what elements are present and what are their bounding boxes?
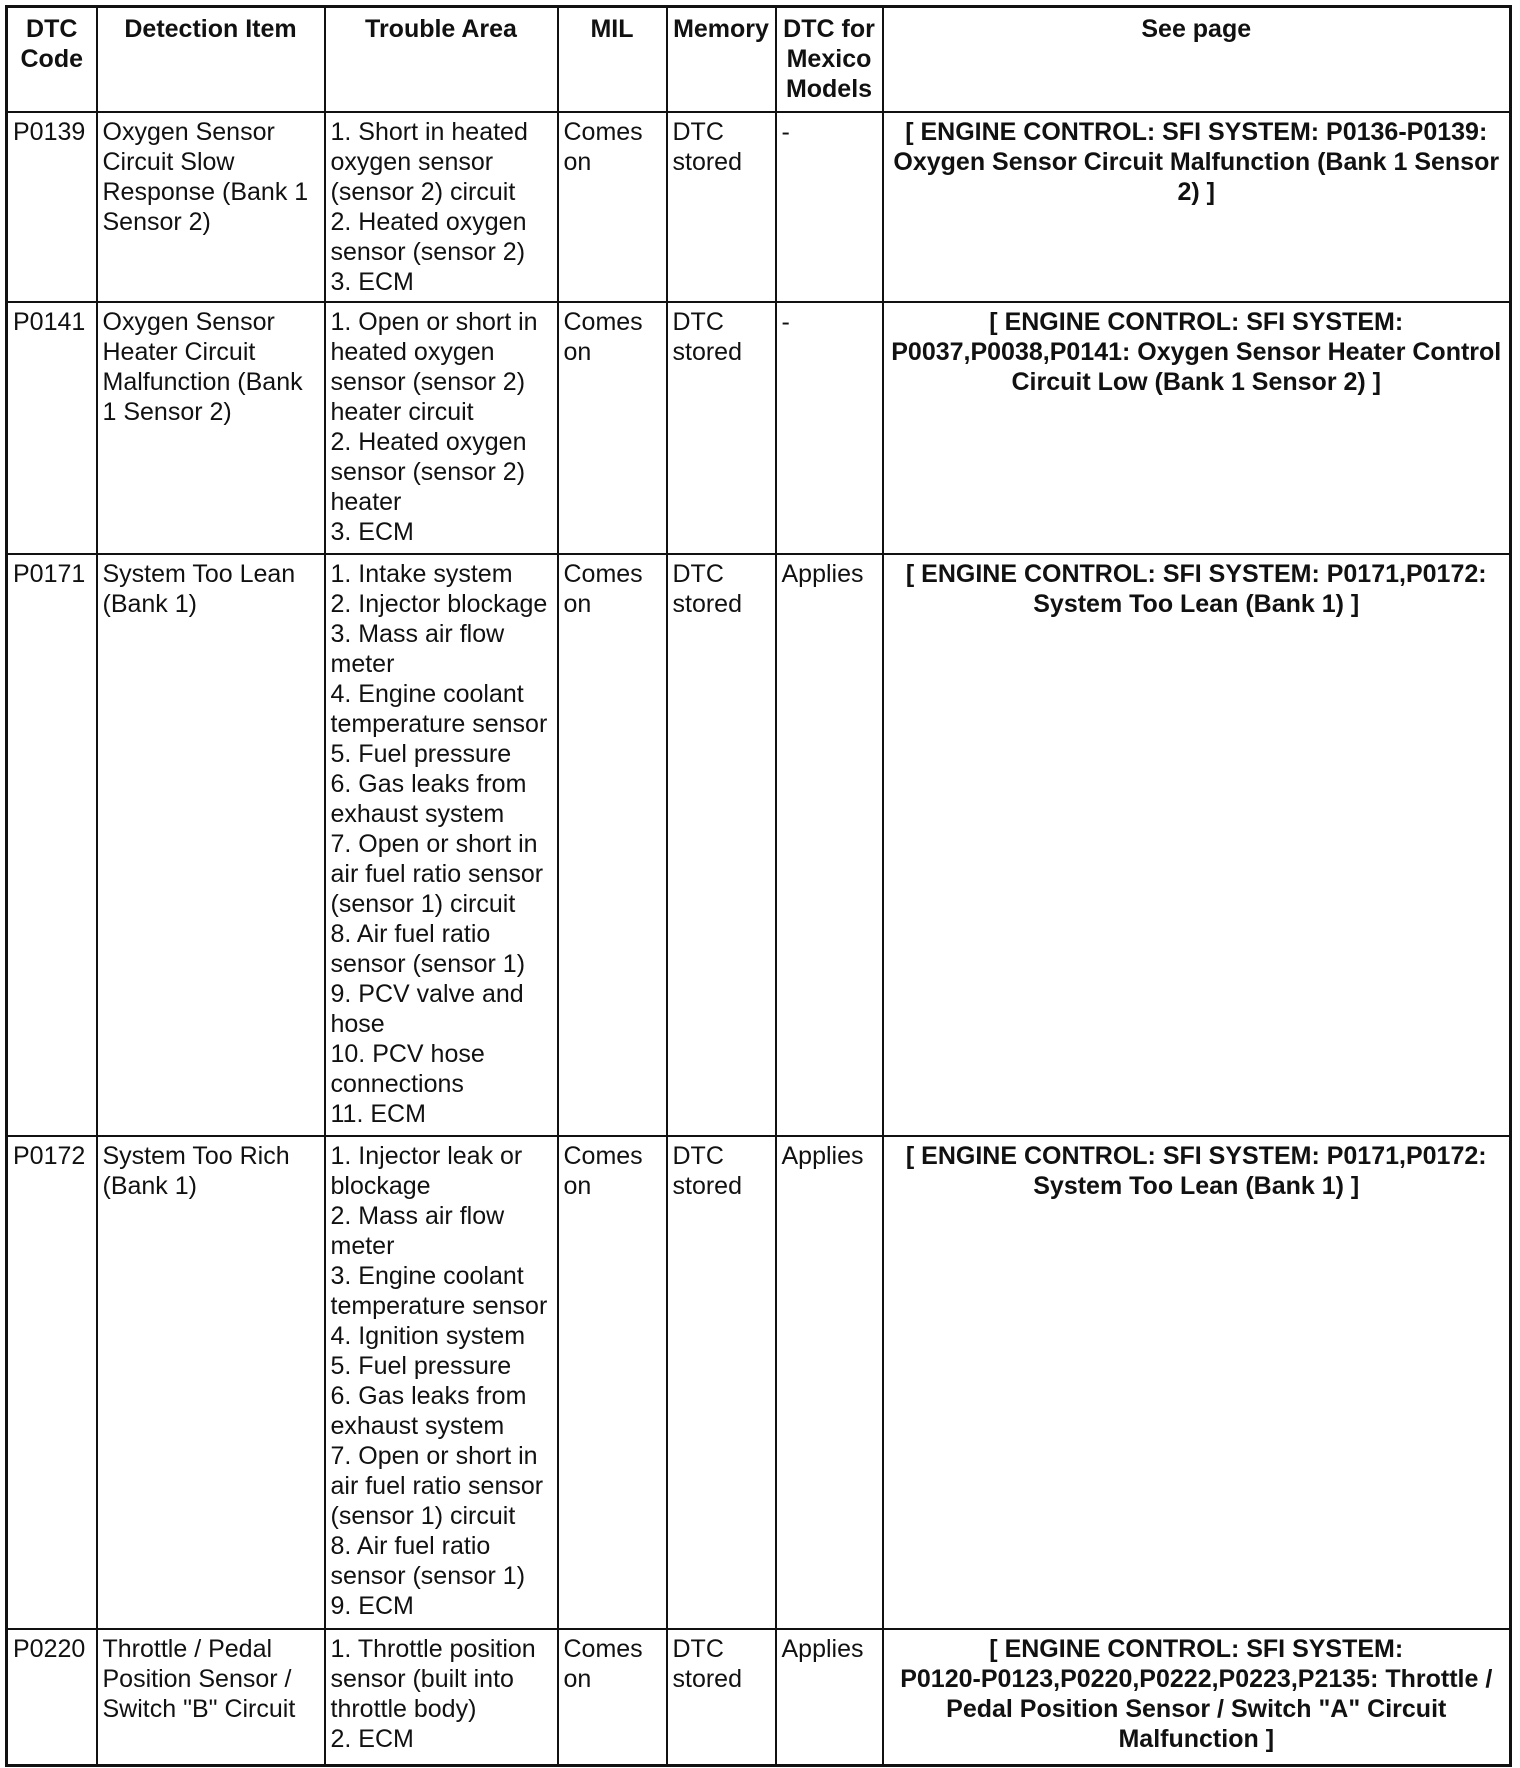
header-trouble-area: Trouble Area — [325, 7, 558, 113]
detection-item-cell-line: Oxygen Sensor — [102, 308, 275, 336]
trouble-area-cell — [325, 302, 558, 554]
trouble-area-cell-line: 1. Throttle position — [330, 1635, 536, 1663]
memory-cell-line: stored — [672, 1665, 742, 1693]
trouble-area-cell-line: air fuel ratio sensor — [330, 860, 544, 888]
header-dtc-code: DTC Code — [7, 7, 97, 113]
see-page-cell-line: [ ENGINE CONTROL: SFI SYSTEM: — [989, 308, 1404, 336]
trouble-area-cell-line: exhaust system — [330, 800, 505, 828]
detection-item-cell-line: Switch "B" Circuit — [102, 1695, 296, 1723]
detection-item-cell — [97, 302, 325, 554]
mil-cell-line: Comes — [563, 1142, 643, 1170]
trouble-area-cell-line: sensor (sensor 2) — [330, 238, 526, 266]
dtc-code-cell: P0171 — [7, 554, 97, 1136]
trouble-area-cell-line: 2. Mass air flow — [330, 1202, 505, 1230]
detection-item-cell-line: System Too Lean — [102, 560, 296, 588]
memory-cell-line: DTC — [672, 1142, 724, 1170]
trouble-area-cell-line: 1. Open or short in — [330, 308, 538, 336]
trouble-area-cell-line: 9. PCV valve and — [330, 980, 524, 1008]
trouble-area-cell-line: sensor (sensor 1) — [330, 1562, 526, 1590]
detection-item-cell-line: Heater Circuit — [102, 338, 256, 366]
memory-cell-line: DTC — [672, 560, 724, 588]
trouble-area-cell-line: 5. Fuel pressure — [330, 740, 512, 768]
see-page-cell-line: System Too Lean (Bank 1) ] — [1033, 1172, 1360, 1200]
mil-cell-line: on — [563, 148, 592, 176]
trouble-area-cell-line: 8. Air fuel ratio — [330, 1532, 491, 1560]
trouble-area-cell-line: 3. ECM — [330, 268, 414, 296]
trouble-area-cell-line: 7. Open or short in — [330, 830, 538, 858]
trouble-area-cell-line: heater circuit — [330, 398, 474, 426]
memory-cell-line: stored — [672, 338, 742, 366]
mil-cell — [558, 112, 667, 302]
trouble-area-cell-line: meter — [330, 650, 395, 678]
trouble-area-cell-line: 3. Engine coolant — [330, 1262, 524, 1290]
see-page-cell — [883, 112, 1511, 302]
dtc-code-cell: P0172 — [7, 1136, 97, 1629]
trouble-area-cell-line: temperature sensor — [330, 1292, 548, 1320]
memory-cell — [667, 554, 776, 1136]
dtc-code-cell: P0139 — [7, 112, 97, 302]
see-page-cell-line: Circuit Low (Bank 1 Sensor 2) ] — [1011, 368, 1381, 396]
trouble-area-cell-line: (sensor 1) circuit — [330, 1502, 516, 1530]
memory-cell-line: DTC — [672, 1635, 724, 1663]
see-page-cell — [883, 1136, 1511, 1629]
mexico-cell: Applies — [776, 554, 883, 1136]
memory-cell — [667, 112, 776, 302]
memory-cell-line: stored — [672, 590, 742, 618]
detection-item-cell-line: System Too Rich — [102, 1142, 290, 1170]
see-page-cell-line: [ ENGINE CONTROL: SFI SYSTEM: — [989, 1635, 1404, 1663]
dtc-code-cell: P0220 — [7, 1629, 97, 1765]
see-page-cell — [883, 554, 1511, 1136]
trouble-area-cell-line: 2. Injector blockage — [330, 590, 548, 618]
trouble-area-cell — [325, 554, 558, 1136]
mil-cell — [558, 1136, 667, 1629]
detection-item-cell-line: (Bank 1) — [102, 1172, 197, 1200]
trouble-area-cell-line: 4. Engine coolant — [330, 680, 524, 708]
detection-item-cell — [97, 1629, 325, 1765]
trouble-area-cell-line: 9. ECM — [330, 1592, 414, 1620]
see-page-cell-line: [ ENGINE CONTROL: SFI SYSTEM: P0171,P0172: — [905, 1142, 1487, 1170]
detection-item-cell-line: Response (Bank 1 — [102, 178, 309, 206]
mexico-cell: - — [776, 302, 883, 554]
detection-item-cell-line: Sensor 2) — [102, 208, 211, 236]
trouble-area-cell — [325, 1136, 558, 1629]
trouble-area-cell-line: 2. Heated oxygen — [330, 428, 527, 456]
memory-cell — [667, 302, 776, 554]
detection-item-cell — [97, 1136, 325, 1629]
detection-item-cell-line: Throttle / Pedal — [102, 1635, 273, 1663]
trouble-area-cell-line: oxygen sensor — [330, 148, 494, 176]
dtc-table — [5, 5, 1512, 1767]
mil-cell-line: on — [563, 590, 592, 618]
trouble-area-cell-line: sensor (sensor 2) — [330, 368, 526, 396]
mexico-cell: Applies — [776, 1629, 883, 1765]
detection-item-cell — [97, 554, 325, 1136]
dtc-code-cell: P0141 — [7, 302, 97, 554]
table-row — [7, 112, 1511, 302]
memory-cell-line: DTC — [672, 118, 724, 146]
table-row — [7, 1629, 1511, 1765]
table-row — [7, 554, 1511, 1136]
trouble-area-cell-line: 11. ECM — [330, 1100, 426, 1128]
trouble-area-cell — [325, 112, 558, 302]
mil-cell-line: Comes — [563, 308, 643, 336]
mil-cell-line: Comes — [563, 560, 643, 588]
trouble-area-cell-line: 6. Gas leaks from — [330, 770, 527, 798]
trouble-area-cell-line: heated oxygen — [330, 338, 495, 366]
memory-cell — [667, 1629, 776, 1765]
header-row — [7, 7, 1511, 113]
trouble-area-cell-line: air fuel ratio sensor — [330, 1472, 544, 1500]
trouble-area-cell-line: 3. Mass air flow — [330, 620, 505, 648]
mil-cell-line: on — [563, 1665, 592, 1693]
see-page-cell-line: Pedal Position Sensor / Switch "A" Circuit — [946, 1695, 1447, 1723]
header-memory: Memory — [667, 7, 776, 113]
detection-item-cell-line: Position Sensor / — [102, 1665, 292, 1693]
table-row — [7, 302, 1511, 554]
mexico-cell: Applies — [776, 1136, 883, 1629]
see-page-cell-line: P0120-P0123,P0220,P0222,P0223,P2135: Throttle / — [900, 1665, 1493, 1693]
detection-item-cell-line: Oxygen Sensor — [102, 118, 275, 146]
trouble-area-cell-line: 1. Short in heated — [330, 118, 528, 146]
trouble-area-cell-line: 5. Fuel pressure — [330, 1352, 512, 1380]
trouble-area-cell-line: 2. Heated oxygen — [330, 208, 527, 236]
mil-cell-line: on — [563, 338, 592, 366]
trouble-area-cell-line: sensor (sensor 2) — [330, 458, 526, 486]
detection-item-cell-line: (Bank 1) — [102, 590, 197, 618]
see-page-cell-line: Malfunction ] — [1118, 1725, 1275, 1753]
memory-cell — [667, 1136, 776, 1629]
header-see-page: See page — [883, 7, 1511, 113]
trouble-area-cell-line: connections — [330, 1070, 464, 1098]
see-page-cell-line: 2) ] — [1177, 178, 1215, 206]
header-mil: MIL — [558, 7, 667, 113]
trouble-area-cell-line: 4. Ignition system — [330, 1322, 526, 1350]
detection-item-cell-line: Circuit Slow — [102, 148, 235, 176]
header-detection-item: Detection Item — [97, 7, 325, 113]
trouble-area-cell-line: exhaust system — [330, 1412, 505, 1440]
detection-item-cell-line: 1 Sensor 2) — [102, 398, 232, 426]
see-page-cell-line: P0037,P0038,P0141: Oxygen Sensor Heater Control — [891, 338, 1502, 366]
trouble-area-cell-line: throttle body) — [330, 1695, 477, 1723]
detection-item-cell — [97, 112, 325, 302]
see-page-cell-line: System Too Lean (Bank 1) ] — [1033, 590, 1360, 618]
trouble-area-cell-line: meter — [330, 1232, 395, 1260]
see-page-cell-line: [ ENGINE CONTROL: SFI SYSTEM: P0136-P0139: — [905, 118, 1488, 146]
trouble-area-cell-line: heater — [330, 488, 402, 516]
trouble-area-cell-line: 3. ECM — [330, 518, 414, 546]
mil-cell — [558, 554, 667, 1136]
table-row — [7, 1136, 1511, 1629]
trouble-area-cell-line: temperature sensor — [330, 710, 548, 738]
trouble-area-cell-line: (sensor 1) circuit — [330, 890, 516, 918]
see-page-cell-line: [ ENGINE CONTROL: SFI SYSTEM: P0171,P0172: — [905, 560, 1487, 588]
see-page-cell — [883, 302, 1511, 554]
trouble-area-cell-line: 1. Intake system — [330, 560, 513, 588]
table-body — [7, 112, 1511, 1765]
trouble-area-cell-line: sensor (built into — [330, 1665, 514, 1693]
mil-cell-line: Comes — [563, 118, 643, 146]
trouble-area-cell-line: (sensor 2) circuit — [330, 178, 516, 206]
trouble-area-cell-line: hose — [330, 1010, 385, 1038]
detection-item-cell-line: Malfunction (Bank — [102, 368, 303, 396]
trouble-area-cell-line: blockage — [330, 1172, 431, 1200]
header-dtc-for-mexico: DTC for Mexico Models — [776, 7, 883, 113]
memory-cell-line: stored — [672, 148, 742, 176]
see-page-cell-line: Oxygen Sensor Circuit Malfunction (Bank 1 Sensor — [893, 148, 1500, 176]
trouble-area-cell-line: sensor (sensor 1) — [330, 950, 526, 978]
memory-cell-line: stored — [672, 1172, 742, 1200]
trouble-area-cell-line: 6. Gas leaks from — [330, 1382, 527, 1410]
mil-cell-line: on — [563, 1172, 592, 1200]
table-header — [7, 7, 1511, 113]
trouble-area-cell-line: 8. Air fuel ratio — [330, 920, 491, 948]
mexico-cell: - — [776, 112, 883, 302]
trouble-area-cell-line: 7. Open or short in — [330, 1442, 538, 1470]
see-page-cell — [883, 1629, 1511, 1765]
mil-cell — [558, 302, 667, 554]
mil-cell-line: Comes — [563, 1635, 643, 1663]
trouble-area-cell — [325, 1629, 558, 1765]
memory-cell-line: DTC — [672, 308, 724, 336]
mil-cell — [558, 1629, 667, 1765]
trouble-area-cell-line: 2. ECM — [330, 1725, 414, 1753]
trouble-area-cell-line: 10. PCV hose — [330, 1040, 485, 1068]
trouble-area-cell-line: 1. Injector leak or — [330, 1142, 523, 1170]
